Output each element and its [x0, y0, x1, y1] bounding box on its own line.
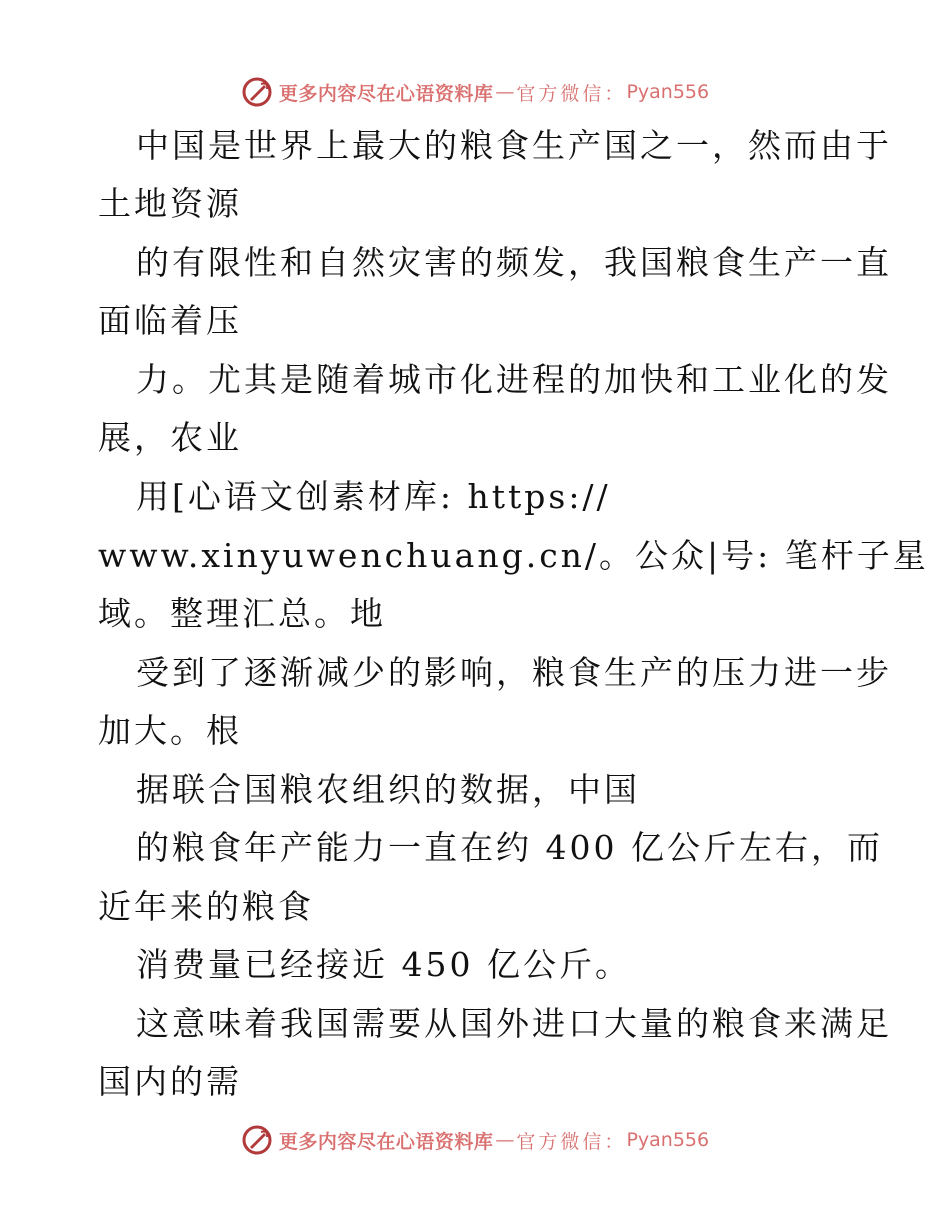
text-line: www.xinyuwenchuang.cn/。公众|号: 笔杆子星	[98, 536, 929, 575]
watermark-id: Pyan556	[626, 1129, 710, 1151]
watermark-id: Pyan556	[626, 81, 710, 103]
watermark-dash: —	[495, 81, 515, 103]
text-line: 国内的需	[98, 1062, 242, 1101]
watermark-main-text: 更多内容尽在心语资料库	[278, 1130, 494, 1153]
quill-logo-icon	[241, 76, 273, 108]
text-line: 的有限性和自然灾害的频发，我国粮食生产一直	[136, 243, 892, 282]
watermark-main-text: 更多内容尽在心语资料库	[278, 82, 494, 105]
text-line: 这意味着我国需要从国外进口大量的粮食来满足	[136, 1004, 892, 1043]
text-line: 土地资源	[98, 184, 242, 223]
text-line: 面临着压	[98, 301, 242, 340]
text-line: 近年来的粮食	[98, 887, 314, 926]
text-line: 中国是世界上最大的粮食生产国之一，然而由于	[136, 126, 892, 165]
watermark-dash: —	[495, 1129, 515, 1151]
text-line: 受到了逐渐减少的影响，粮食生产的压力进一步	[136, 653, 892, 692]
text-line: 据联合国粮农组织的数据，中国	[136, 770, 640, 809]
footer-watermark	[0, 1120, 950, 1160]
header-watermark	[0, 72, 950, 112]
watermark-label: 官方微信：	[516, 82, 627, 105]
text-line: 加大。根	[98, 711, 242, 750]
quill-logo-icon	[241, 1124, 273, 1156]
text-line: 域。整理汇总。地	[98, 594, 386, 633]
text-line: 力。尤其是随着城市化进程的加快和工业化的发	[136, 360, 892, 399]
text-line: 展，农业	[98, 418, 242, 457]
text-line: 消费量已经接近 450 亿公斤。	[136, 945, 631, 984]
watermark-label: 官方微信：	[516, 1130, 627, 1153]
text-line: 的粮食年产能力一直在约 400 亿公斤左右，而	[136, 828, 883, 867]
text-line: 用[心语文创素材库: https://	[136, 477, 611, 516]
